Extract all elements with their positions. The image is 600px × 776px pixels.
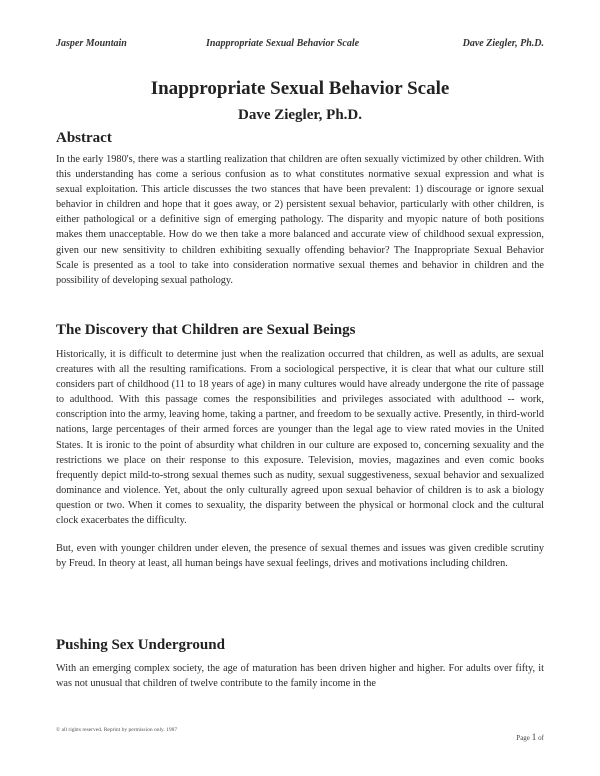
section-heading: The Discovery that Children are Sexual Beings <box>56 322 356 338</box>
section-discovery <box>56 322 544 571</box>
header-right: Dave Ziegler, Ph.D. <box>462 38 544 49</box>
section-heading: Abstract <box>56 130 112 146</box>
paragraph: But, even with younger children under eleven, the presence of sexual themes and issues was given credible scrutiny by Freud. In theory at least, all human beings have sexual feelings, drives and motivations including children. <box>56 543 544 570</box>
section-pushing-sex-underground <box>56 637 544 691</box>
page-number-value: 1 <box>531 733 537 743</box>
paragraph: In the early 1980's, there was a startling realization that children are often sexually victimized by other children. With this understanding has come a serious confusion as to what constitutes normative sexual expression and what is sexual exploitation. This article discusses the two stances that have been prevalent: 1) discourage or ignore sexual behavior in children and hope that it goes away, or 2) persistent sexual behavior, particularly with other children, is either pathological or a definitive sign of emerging pathology. The disparity and myopic nature of both positions makes them unacceptable. How do we then take a more balanced and accurate view of childhood sexual expression, given our new sensitivity to children exhibiting sexually offending behavior? The Inappropriate Sexual Behavior Scale is presented as a tool to take into consideration normative sexual themes and behavior in children and the possibility of developing sexual pathology. <box>56 154 544 286</box>
footer-note: © all rights reserved. Reprint by permission only. 1987 <box>56 727 178 733</box>
header-left: Jasper Mountain <box>56 38 127 49</box>
header-center: Inappropriate Sexual Behavior Scale <box>206 38 360 49</box>
section-abstract <box>56 130 544 288</box>
document-author: Dave Ziegler, Ph.D. <box>237 107 362 123</box>
page-number <box>516 733 544 743</box>
section-heading: Pushing Sex Underground <box>56 637 225 653</box>
page-of-label: of <box>538 734 544 742</box>
paragraph: With an emerging complex society, the age of maturation has been driven higher and higher. For adults over fifty, it was not unusual that children of twelve contribute to the family income in the <box>56 663 544 690</box>
document-title: Inappropriate Sexual Behavior Scale <box>150 78 450 99</box>
page-label: Page <box>516 734 530 742</box>
running-header <box>56 38 544 52</box>
paragraph: Historically, it is difficult to determine just when the realization occurred that children, as well as adults, are sexual creatures with all the resulting ramifications. From a sociological perspective, it is clear that what our culture still considers part of childhood (11 to 18 years of age) in many cultures would have already undergone the rite of passage to adulthood. With this passage comes the responsibilities and privileges associated with adulthood -- work, conscription into the army, leaving home, taking a partner, and freedom to be sexually active. Presently, in third-world nations, large percentages of their armed forces are younger than the legal age to view rated movies in the United States. It is ironic to the point of absurdity what children in our culture are exposed to, concerning sexuality and the restrictions we place on their response to this exposure. Television, movies, magazines and even comic books frequently depict mild-to-strong sexual themes such as nudity, sexual suggestiveness, sexual behavior and sexualized dominance and violence. Yet, about the only culturally agreed upon sexual behavior of children is to ask a biology question or two. When it comes to sexuality, the disparity between the physical or hormonal clock and the cultural clock exacerbates the difficulty. <box>56 349 544 527</box>
